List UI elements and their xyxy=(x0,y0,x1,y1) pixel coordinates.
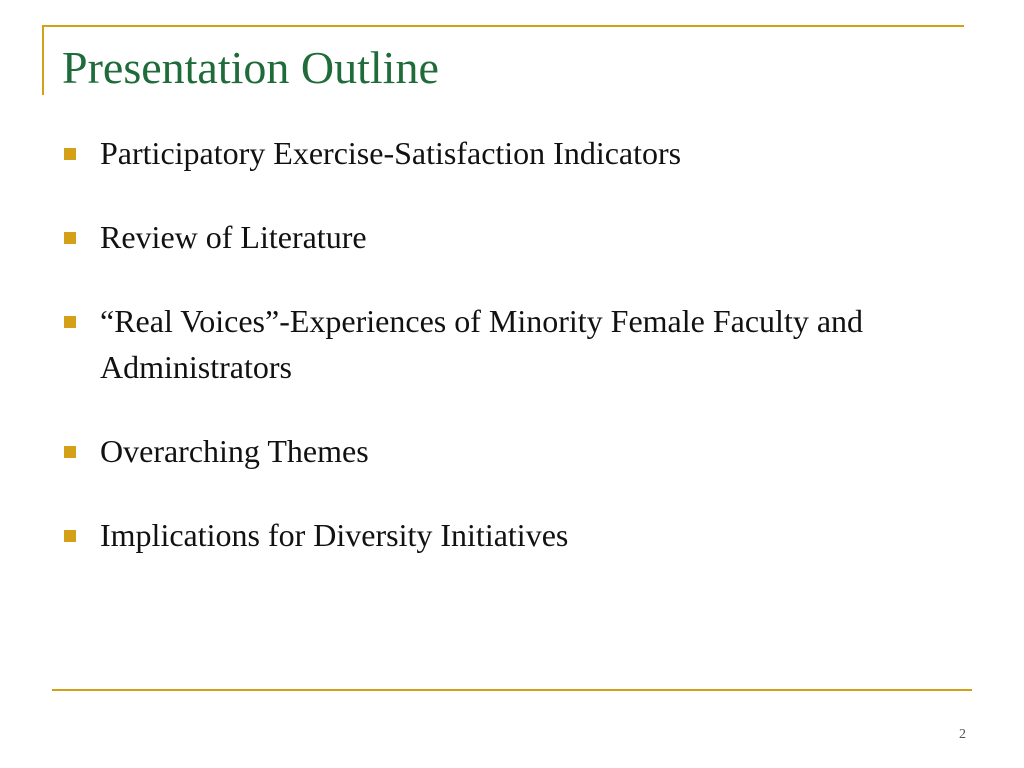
square-bullet-icon xyxy=(64,530,76,542)
bullet-text: Review of Literature xyxy=(100,219,367,255)
top-accent-line xyxy=(42,25,964,27)
bullet-item xyxy=(64,214,954,260)
bullet-text: Overarching Themes xyxy=(100,433,369,469)
page-number: 2 xyxy=(959,727,966,742)
slide-title: Presentation Outline xyxy=(62,42,439,93)
footer-divider xyxy=(52,689,972,691)
bullet-item xyxy=(64,512,954,558)
bullet-text: “Real Voices”-Experiences of Minority Female Faculty and Administrators xyxy=(100,303,864,385)
square-bullet-icon xyxy=(64,316,76,328)
bullet-list xyxy=(64,130,954,596)
bullet-item xyxy=(64,428,954,474)
bullet-item xyxy=(64,298,954,390)
bullet-text: Implications for Diversity Initiatives xyxy=(100,517,569,553)
square-bullet-icon xyxy=(64,232,76,244)
square-bullet-icon xyxy=(64,446,76,458)
bullet-item xyxy=(64,130,954,176)
bullet-text: Participatory Exercise-Satisfaction Indicators xyxy=(100,135,682,171)
square-bullet-icon xyxy=(64,148,76,160)
left-accent-line xyxy=(42,25,44,95)
